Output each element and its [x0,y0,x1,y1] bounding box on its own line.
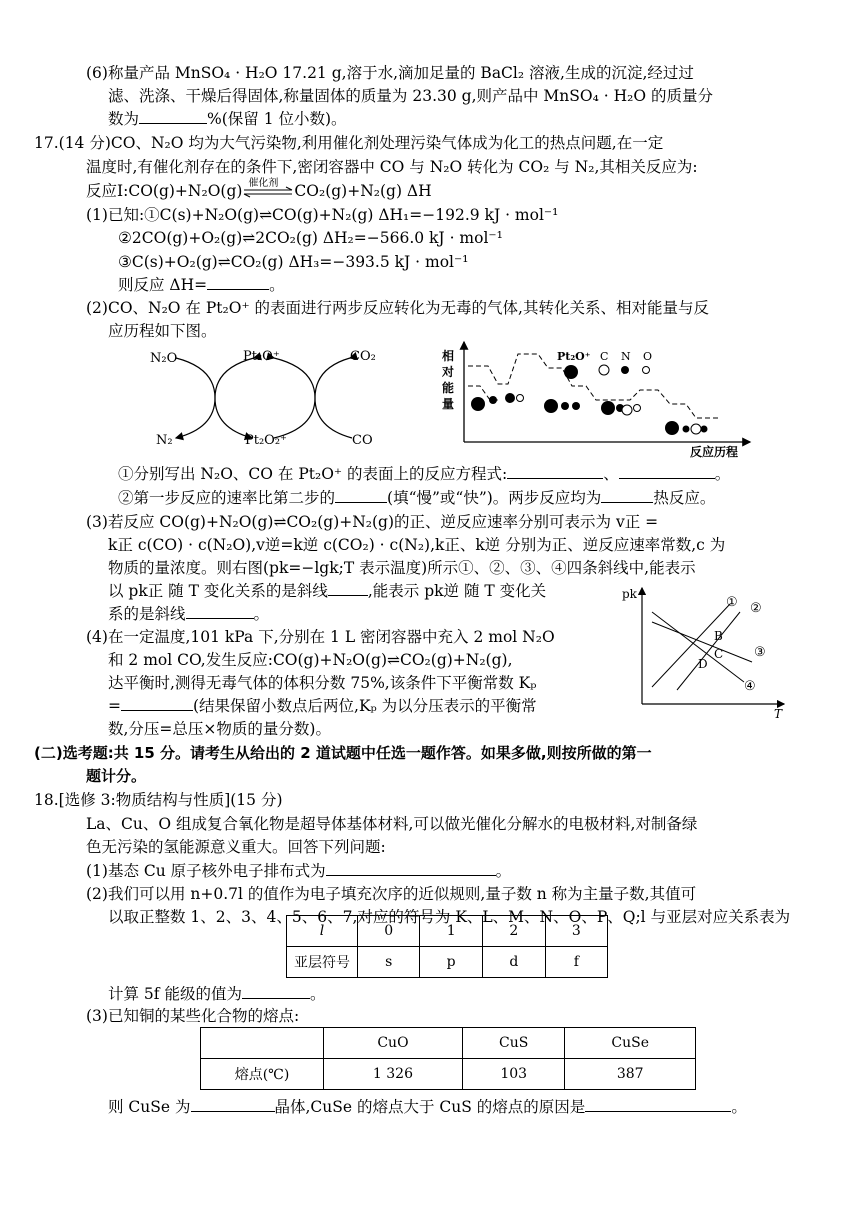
catalyst-arrow [242,178,294,201]
q18-text: 。 [309,985,326,1003]
q16-line3 [108,109,347,129]
q18-p3-line1: (3)已知铜的某些化合物的熔点: [86,1007,300,1025]
q17-text: 。 [269,276,285,294]
species-icon [572,402,580,410]
species-icon [471,397,485,411]
point-label: C [714,647,724,661]
q18-p3-line2 [108,1097,747,1117]
legend-n-icon [621,366,629,374]
table-cell: 3 [545,916,607,947]
legend-label: C [600,350,609,363]
table-cell: f [545,947,607,978]
species-icon [544,399,558,413]
q16-line1: (6)称量产品 MnSO₄ · H₂O 17.21 g,溶于水,滴加足量的 BaCl₂ 溶液,生成的沉淀,经过过 [86,64,694,82]
answer-blank[interactable] [601,488,653,503]
q17-p3-line3: 物质的量浓度。则右图(pk=−lgk;T 表示温度)所示①、②、③、④四条斜线中,能表示 [108,559,696,577]
species-icon [665,421,679,435]
q17-p3-line2: k正 c(CO) · c(N₂O),v逆=k逆 c(CO₂) · c(N₂),k正、k逆 分别为正、逆反应速率常数,c 为 [108,536,726,554]
cycle-co: CO [352,433,373,448]
table-cell: d [482,947,545,978]
q18-text: 晶体,CuSe 的熔点大于 CuS 的熔点的原因是 [274,1098,586,1116]
q17-text: 则反应 ΔH= [118,276,208,294]
q18-text: 计算 5f 能级的值为 [108,985,242,1003]
section2-line1: (二)选考题:共 15 分。请考生从给出的 2 道试题中任选一题作答。如果多做,则按所做的第一 [34,744,652,762]
q17-p1-line1: (1)已知:①C(s)+N₂O(g)⇌CO(g)+N₂(g) ΔH₁=−192.9 kJ · mol⁻¹ [86,206,559,224]
legend-label: N [621,350,631,363]
species-icon [634,405,641,412]
q17-reaction [86,178,432,201]
q17-p3-line1: (3)若反应 CO(g)+N₂O(g)⇌CO₂(g)+N₂(g)的正、逆反应速率分别可表示为 v正 = [86,513,659,531]
q17-text: ②第一步反应的速率比第二步的 [118,489,336,507]
table-row [287,916,608,947]
q17-text: (填“慢”或“快”)。两步反应均为 [387,489,602,507]
species-icon [691,424,701,434]
q17-text: ①分别写出 N₂O、CO 在 Pt₂O⁺ 的表面上的反应方程式: [118,465,508,483]
y-label-char: 对 [442,365,455,379]
species-icon [489,396,497,404]
table-cell: 2 [482,916,545,947]
q18-text: 则 CuSe 为 [108,1098,191,1116]
answer-blank[interactable] [335,488,387,503]
table-cell [201,1028,324,1059]
melting-point-table [200,1027,696,1090]
q17-text: (结果保留小数点后两位,Kₚ 为以分压表示的平衡常 [193,697,537,715]
answer-blank[interactable] [139,109,207,124]
cycle-co2: CO₂ [350,349,376,364]
pk-ylabel: pk [622,587,637,601]
table-cell: 0 [358,916,420,947]
catalyst-label: 催化剂 [248,178,279,189]
q18-p2-line2: 以取正整数 1、2、3、4、5、6、7,对应的符号为 K、L、M、N、O、P、Q;l 与亚层对应关系表为 [108,908,791,926]
q16-line2: 滤、洗涤、干燥后得固体,称量固体的质量为 23.30 g,则产品中 MnSO₄ · H₂O 的质量分 [108,87,713,105]
cycle-n2o: N₂O [150,351,178,366]
table-cell: 亚层符号 [287,947,358,978]
reaction-left: 反应Ⅰ:CO(g)+N₂O(g) [86,182,243,200]
q17-p1-line4 [118,275,285,295]
q17-p4-line2: 和 2 mol CO,发生反应:CO(g)+N₂O(g)⇌CO₂(g)+N₂(g), [108,651,513,669]
answer-blank[interactable] [585,1097,731,1112]
table-cell: 387 [565,1059,696,1090]
q18-p1 [86,861,511,881]
q17-p4-line1: (4)在一定温度,101 kPa 下,分别在 1 L 密闭容器中充入 2 mol N₂O [86,628,555,646]
q17-text: 以 pk正 随 T 变化关系的是斜线 [108,582,328,600]
table-cell: 1 326 [324,1059,463,1090]
line-label: ② [750,601,762,616]
y-label-char: 能 [442,381,455,395]
y-label-char: 相 [442,349,455,363]
legend-c-icon [599,365,609,375]
equilibrium-arrow-icon [242,181,294,201]
species-icon [701,426,708,433]
q17-p4-line4 [108,696,537,716]
table-row [201,1028,696,1059]
species-icon [517,395,524,402]
answer-blank[interactable] [242,984,310,999]
species-icon [505,393,515,403]
q17-line1: 17.(14 分)CO、N₂O 均为大气污染物,利用催化剂处理污染气体成为化工的热点问题,在一定 [34,134,664,152]
cycle-n2: N₂ [156,433,173,448]
table-cell: 1 [420,916,483,947]
reaction-right: CO₂(g)+N₂(g) ΔH [294,182,432,200]
line-3 [652,622,752,662]
q17-text: ,能表示 pk逆 随 T 变化关 [367,582,547,600]
energy-profile-diagram [440,338,760,460]
q18-line1: La、Cu、O 组成复合氧化物是超导体基体材料,可以做光催化分解水的电极材料,对制备绿 [86,815,698,833]
q17-p2-line2: 应历程如下图。 [108,322,217,340]
subshell-table [286,915,608,978]
table-row [201,1059,696,1090]
q18-text: 。 [731,1098,747,1116]
answer-blank[interactable] [191,1097,275,1112]
q17-p2-line3 [118,464,730,484]
table-cell: 熔点(℃) [201,1059,324,1090]
q17-p2-line4 [118,488,715,508]
q17-p4-line5: 数,分压=总压×物质的量分数)。 [108,720,331,738]
table-cell: 103 [462,1059,565,1090]
pk-xlabel: T [774,707,783,721]
q17-p4-line3: 达平衡时,测得无毒气体的体积分数 75%,该条件下平衡常数 Kₚ [108,674,537,692]
q16-text: %(保留 1 位小数)。 [207,110,347,128]
q17-line2: 温度时,有催化剂存在的条件下,密闭容器中 CO 与 N₂O 转化为 CO₂ 与 N₂,其相关反应为: [86,158,698,176]
answer-blank[interactable] [326,861,496,876]
q17-p1-line3: ③C(s)+O₂(g)⇌CO₂(g) ΔH₃=−393.5 kJ · mol⁻¹ [118,253,469,271]
legend-o-icon [643,367,650,374]
answer-blank[interactable] [507,464,603,479]
answer-blank[interactable] [186,604,254,619]
q17-text: 。 [714,465,731,483]
table-row [287,947,608,978]
table-cell: CuS [462,1028,565,1059]
line-label: ③ [754,645,766,660]
answer-blank[interactable] [121,696,193,711]
q18-p2-line1: (2)我们可以用 n+0.7l 的值作为电子填充次序的近似规则,量子数 n 称为主量子数,其值可 [86,885,697,903]
species-icon [601,401,615,415]
table-cell: CuSe [565,1028,696,1059]
table-cell: s [358,947,420,978]
q18-line2: 色无污染的氢能源意义重大。回答下列问题: [86,838,386,856]
q17-p3-line4 [108,581,546,601]
line-label: ① [726,595,738,610]
legend-pt2o-icon [564,365,578,379]
answer-blank[interactable] [328,581,368,596]
q16-text: 数为 [108,110,140,128]
species-icon [561,402,569,410]
y-label-char: 量 [442,397,455,411]
cycle-pt2o: Pt₂O⁺ [243,349,280,364]
x-label: 反应历程 [690,445,739,459]
answer-blank[interactable] [207,275,269,290]
q17-text: 系的是斜线 [108,605,186,623]
legend-label: O [643,350,653,363]
legend-label: Pt₂O⁺ [557,350,591,363]
q18-text: (1)基态 Cu 原子核外电子排布式为 [86,862,326,880]
table-cell: CuO [324,1028,463,1059]
pk-temperature-graph [622,582,792,722]
energy-path [468,354,720,418]
cycle-pt2o2: Pt₂O₂⁺ [245,433,287,448]
answer-blank[interactable] [619,464,715,479]
q18-text: 。 [495,862,512,880]
line-1 [652,604,730,687]
line-label: ④ [744,679,756,694]
q18-title: 18.[选修 3:物质结构与性质](15 分) [34,791,283,809]
point-label: B [714,629,723,643]
q17-text: 。 [253,605,270,623]
q18-p2-line3 [108,984,325,1004]
q17-p1-line2: ②2CO(g)+O₂(g)⇌2CO₂(g) ΔH₂=−566.0 kJ · mol⁻¹ [118,229,503,247]
line-4 [652,612,744,682]
catalytic-cycle-diagram [140,340,420,455]
q17-text: 、 [603,465,619,483]
q17-text: = [108,697,121,715]
point-label: D [698,657,708,671]
q17-text: 热反应。 [653,489,716,507]
section2-line2: 题计分。 [86,767,147,785]
q17-p3-line5 [108,604,269,624]
species-icon [622,405,632,415]
species-icon [683,426,690,433]
table-cell: l [287,916,358,947]
table-cell: p [420,947,483,978]
q17-p2-line1: (2)CO、N₂O 在 Pt₂O⁺ 的表面进行两步反应转化为无毒的气体,其转化关系、相对能量与反 [86,299,709,317]
